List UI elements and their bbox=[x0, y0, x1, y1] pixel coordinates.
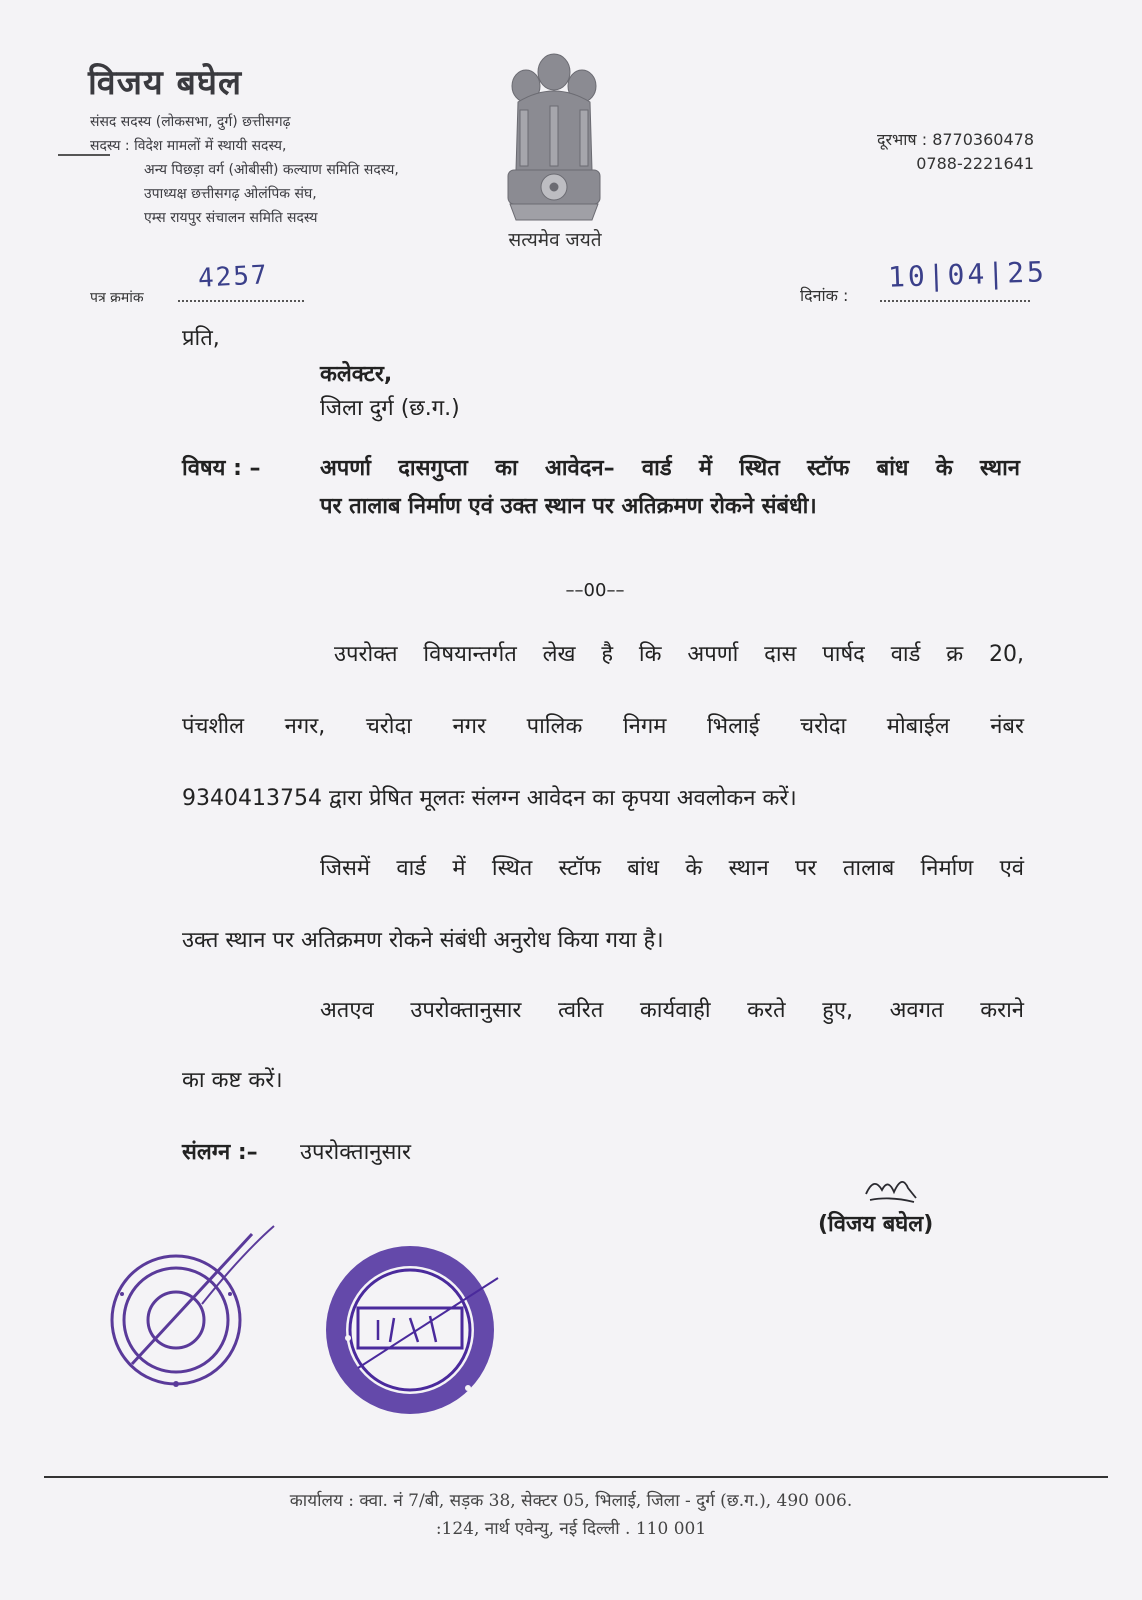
body-line: उक्त स्थान पर अतिक्रमण रोकने संबंधी अनुरोध किया गया है। bbox=[182, 928, 664, 953]
body-line: उपरोक्त विषयान्तर्गत लेख है कि अपर्णा दास पार्षद वार्ड क्र 20, bbox=[334, 642, 1024, 667]
subject-line: पर तालाब निर्माण एवं उक्त स्थान पर अतिक्रमण रोकने संबंधी। bbox=[320, 494, 817, 519]
addressee: कलेक्टर, bbox=[320, 362, 393, 387]
landline-number: 0788-2221641 bbox=[916, 154, 1034, 173]
letterhead-member-line: एम्स रायपुर संचालन समिति सदस्य bbox=[144, 210, 318, 226]
emblem-motto: सत्यमेव जयते bbox=[508, 229, 602, 251]
salutation: प्रति, bbox=[182, 326, 220, 351]
letterhead-name: विजय बघेल bbox=[88, 63, 243, 103]
letterhead-title-line: संसद सदस्य (लोकसभा, दुर्ग) छत्तीसगढ़ bbox=[90, 114, 291, 130]
body-line: पंचशील नगर, चरोदा नगर पालिक निगम भिलाई चरोदा मोबाईल नंबर bbox=[182, 714, 1024, 739]
body-line: अतएव उपरोक्तानुसार त्वरित कार्यवाही करते हुए, अवगत कराने bbox=[320, 998, 1024, 1023]
signatory-name: (विजय बघेल) bbox=[818, 1212, 934, 1237]
national-emblem-icon bbox=[500, 50, 608, 226]
addressee-district: जिला दुर्ग (छ.ग.) bbox=[320, 396, 460, 421]
body-line: का कष्ट करें। bbox=[182, 1068, 283, 1093]
phone-number: दूरभाष : 8770360478 bbox=[876, 130, 1034, 149]
reference-number: 4257 bbox=[197, 260, 270, 294]
letter-date: 10|04|25 bbox=[887, 255, 1048, 294]
enclosure-value: उपरोक्तानुसार bbox=[300, 1140, 412, 1165]
office-address: कार्यालय : क्वा. नं 7/बी, सड़क 38, सेक्टर 05, भिलाई, जिला - दुर्ग (छ.ग.), 490 006. bbox=[289, 1491, 853, 1511]
collector-office-stamp bbox=[92, 1214, 282, 1410]
date-dotted-line bbox=[880, 300, 1030, 302]
separator: ––00–– bbox=[565, 580, 625, 601]
footer-rule bbox=[44, 1476, 1108, 1478]
received-stamp bbox=[318, 1238, 518, 1418]
delhi-address: :124, नार्थ एवेन्यु, नई दिल्ली . 110 001 bbox=[435, 1519, 707, 1539]
letterhead-member-line: अन्य पिछड़ा वर्ग (ओबीसी) कल्याण समिति सदस्य, bbox=[144, 162, 399, 178]
reference-label: पत्र क्रमांक bbox=[90, 290, 144, 306]
body-line: 9340413754 द्वारा प्रेषित मूलतः संलग्न आवेदन का कृपया अवलोकन करें। bbox=[182, 786, 797, 811]
reference-dotted-line bbox=[178, 300, 304, 302]
signature bbox=[860, 1168, 920, 1208]
letterhead-member-line: उपाध्यक्ष छत्तीसगढ़ ओलंपिक संघ, bbox=[144, 186, 317, 202]
body-line: जिसमें वार्ड में स्थित स्टॉफ बांध के स्थान पर तालाब निर्माण एवं bbox=[320, 856, 1024, 881]
subject-line: अपर्णा दासगुप्ता का आवेदन– वार्ड में स्थित स्टॉफ बांध के स्थान bbox=[320, 456, 1020, 481]
letterhead-member-line: सदस्य : विदेश मामलों में स्थायी सदस्य, bbox=[90, 138, 287, 154]
date-label: दिनांक : bbox=[800, 286, 849, 305]
subject-label: विषय : – bbox=[182, 456, 261, 481]
enclosure-label: संलग्न :– bbox=[182, 1140, 258, 1165]
